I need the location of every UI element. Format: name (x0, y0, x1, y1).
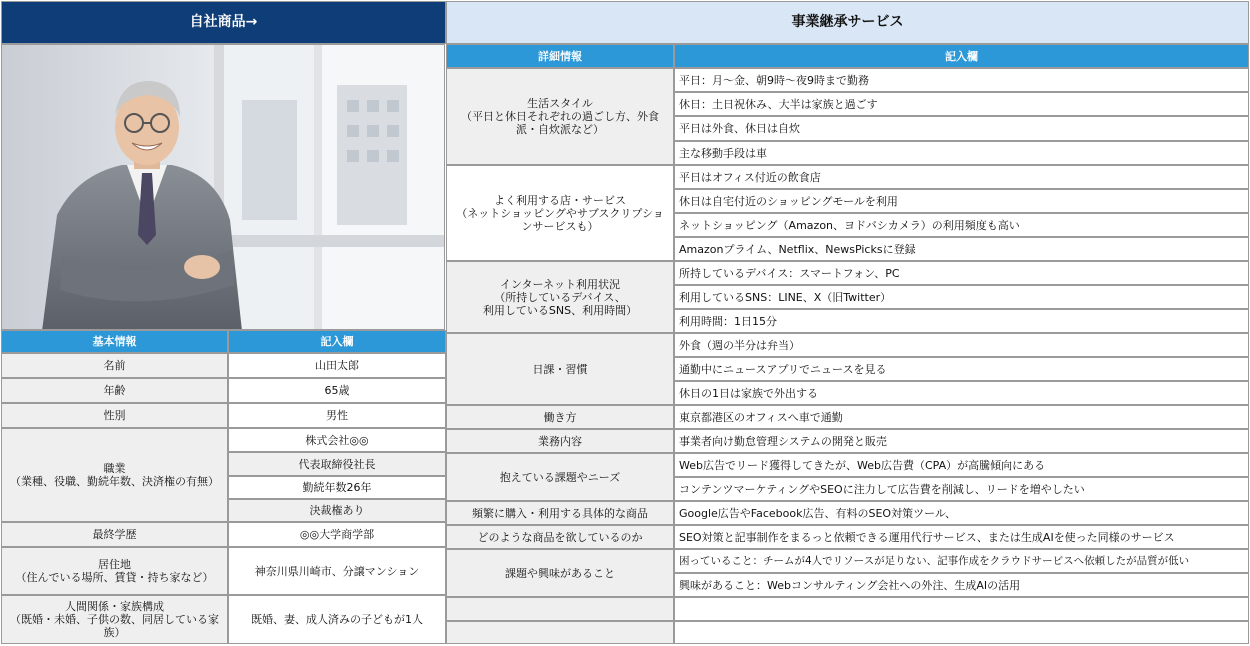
lifestyle-value-3: 平日は外食、休日は自炊 (674, 116, 1249, 141)
buy-value: Google広告やFacebook広告、有料のSEO対策ツール、 (674, 501, 1249, 525)
empty-value-1 (674, 597, 1249, 621)
job-value-company: 株式会社◎◎ (228, 428, 446, 452)
work-value: 東京都港区のオフィスへ車で通勤 (674, 405, 1249, 429)
education-label: 最終学歴 (1, 522, 228, 547)
name-value: 山田太郎 (228, 353, 446, 378)
service-title: 事業継承サービス (446, 1, 1249, 44)
age-label: 年齢 (1, 378, 228, 403)
shops-value-4: Amazonプライム、Netflix、NewsPicksに登録 (674, 237, 1249, 261)
buy-label: 頻繁に購入・利用する具体的な商品 (446, 501, 674, 525)
internet-value-1: 所持しているデバイス：スマートフォン、PC (674, 261, 1249, 285)
shops-value-3: ネットショッピング（Amazon、ヨドバシカメラ）の利用頻度も高い (674, 213, 1249, 237)
job-value-years: 勤続年数26年 (228, 476, 446, 499)
lifestyle-label: 生活スタイル （平日と休日それぞれの過ごし方、外食派・自炊派など） (446, 68, 674, 165)
habit-value-3: 休日の1日は家族で外出する (674, 381, 1249, 405)
empty-label-1 (446, 597, 674, 621)
detail-info-header: 詳細情報 (446, 44, 674, 68)
want-value: SEO対策と記事制作をまるっと依頼できる運用代行サービス、または生成AIを使った同様のサービス (674, 525, 1249, 549)
empty-value-2 (674, 621, 1249, 644)
residence-label: 居住地 （住んでいる場所、賃貸・持ち家など） (1, 547, 228, 595)
internet-value-3: 利用時間：1日15分 (674, 309, 1249, 333)
internet-value-2: 利用しているSNS：LINE、X（旧Twitter） (674, 285, 1249, 309)
shops-label: よく利用する店・サービス （ネットショッピングやサブスクリプションサービスも） (446, 165, 674, 261)
work-label: 働き方 (446, 405, 674, 429)
job-value-authority: 決裁権あり (228, 499, 446, 522)
gender-label: 性別 (1, 403, 228, 428)
education-value: ◎◎大学商学部 (228, 522, 446, 547)
want-label: どのような商品を欲しているのか (446, 525, 674, 549)
person-photo (1, 44, 445, 330)
job-label: 職業 （業種、役職、勤続年数、決済権の有無） (1, 428, 228, 522)
habit-label: 日課・習慣 (446, 333, 674, 405)
detail-value-header: 記入欄 (674, 44, 1249, 68)
habit-value-1: 外食（週の半分は弁当） (674, 333, 1249, 357)
interest-value-1: 困っていること：チームが4人でリソースが足りない、記事作成をクラウドサービスへ依頼したが品質が低い (674, 549, 1249, 573)
name-label: 名前 (1, 353, 228, 378)
lifestyle-value-2: 休日：土日祝休み、大半は家族と過ごす (674, 92, 1249, 116)
basic-value-header: 記入欄 (228, 330, 446, 353)
product-title: 自社商品→ (1, 1, 446, 44)
job-value-position: 代表取締役社長 (228, 452, 446, 476)
interest-label: 課題や興味があること (446, 549, 674, 597)
family-value: 既婚、妻、成人済みの子どもが1人 (228, 595, 446, 644)
habit-value-2: 通勤中にニュースアプリでニュースを見る (674, 357, 1249, 381)
gender-value: 男性 (228, 403, 446, 428)
shops-value-1: 平日はオフィス付近の飲食店 (674, 165, 1249, 189)
family-label: 人間関係・家族構成 （既婚・未婚、子供の数、同居している家族） (1, 595, 228, 644)
lifestyle-value-1: 平日：月～金、朝9時～夜9時まで勤務 (674, 68, 1249, 92)
age-value: 65歳 (228, 378, 446, 403)
person-photo-icon (2, 45, 445, 330)
business-value: 事業者向け勤怠管理システムの開発と販売 (674, 429, 1249, 453)
empty-label-2 (446, 621, 674, 644)
shops-value-2: 休日は自宅付近のショッピングモールを利用 (674, 189, 1249, 213)
issues-label: 抱えている課題やニーズ (446, 453, 674, 501)
business-label: 業務内容 (446, 429, 674, 453)
residence-value: 神奈川県川崎市、分譲マンション (228, 547, 446, 595)
basic-info-header: 基本情報 (1, 330, 228, 353)
interest-value-2: 興味があること：Webコンサルティング会社への外注、生成AIの活用 (674, 573, 1249, 597)
issues-value-1: Web広告でリード獲得してきたが、Web広告費（CPA）が高騰傾向にある (674, 453, 1249, 477)
internet-label: インターネット利用状況 （所持しているデバイス、 利用しているSNS、利用時間） (446, 261, 674, 333)
issues-value-2: コンテンツマーケティングやSEOに注力して広告費を削減し、リードを増やしたい (674, 477, 1249, 501)
lifestyle-value-4: 主な移動手段は車 (674, 141, 1249, 165)
